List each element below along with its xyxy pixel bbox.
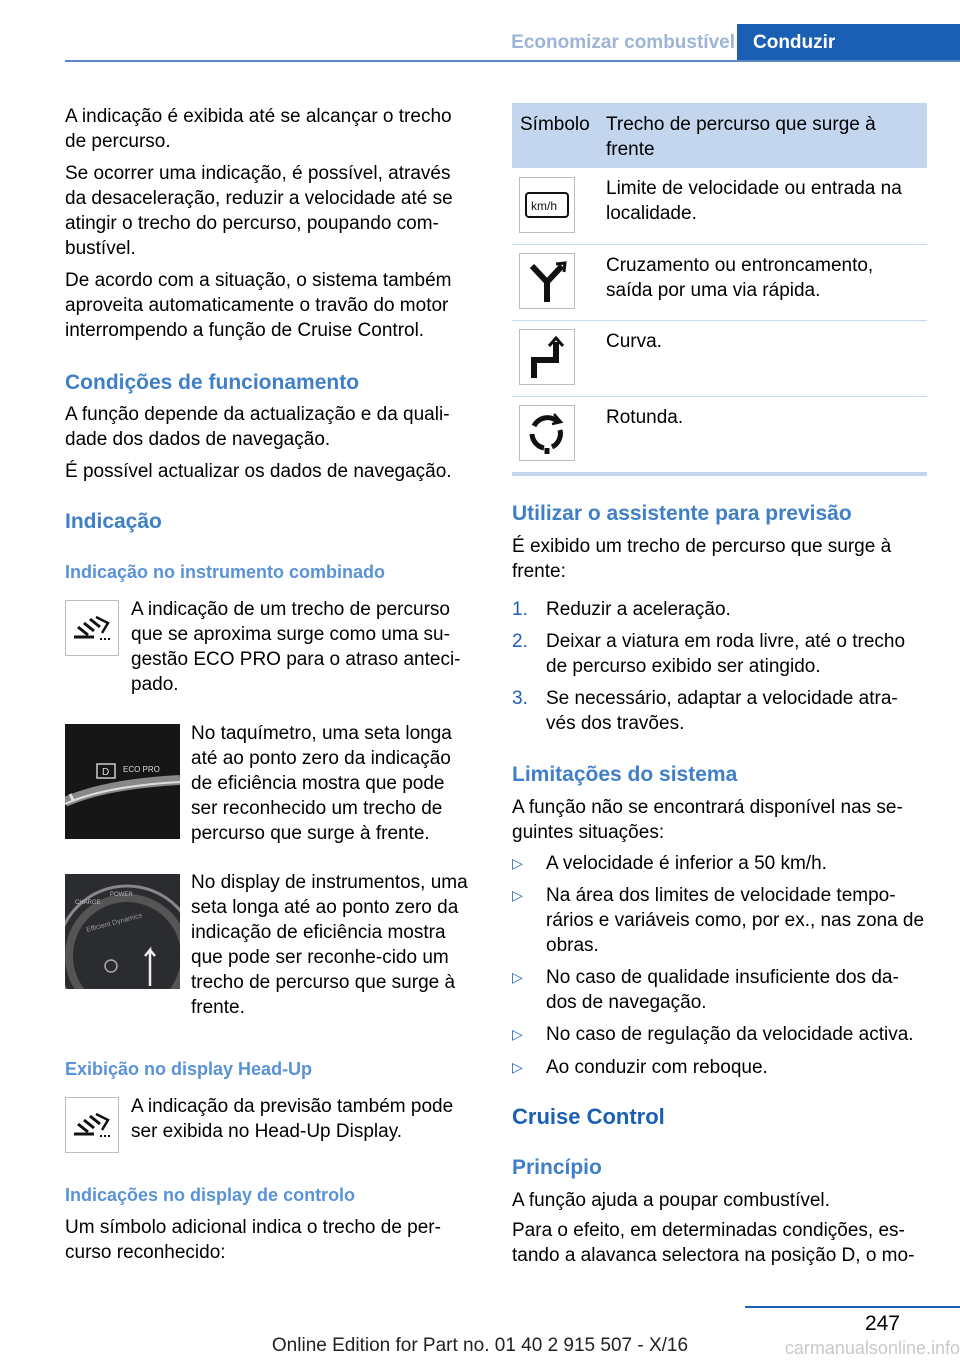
- bullet-text: Na área dos limites de velocidade tempo-rários e variáveis como, por ex., nas zona de obras.: [546, 885, 925, 956]
- bullet-marker: ▷: [512, 1026, 523, 1042]
- heading-conditions: Condições de funcionamento: [65, 371, 360, 394]
- paragraph: É possível actualizar os dados de navegação.: [65, 461, 452, 482]
- paragraph: É exibido um trecho de percurso que surge à frente:: [512, 536, 892, 582]
- heading-assistant: Utilizar o assistente para previsão: [512, 502, 852, 525]
- paragraph-instrument-display: No display de instrumentos, uma seta longa até ao ponto zero da indicação de eficiência mostra que pode ser reconhe-cido um trecho de percurso que surge à frente.: [191, 872, 468, 1018]
- paragraph-head-up: A indicação da previsão também pode ser exibida no Head-Up Display.: [131, 1096, 454, 1142]
- svg-text:ECO PRO: ECO PRO: [123, 765, 160, 774]
- instrument-display-photo: [65, 874, 180, 989]
- eco-pro-anticipation-icon: [65, 600, 119, 656]
- svg-text:D: D: [102, 767, 110, 778]
- paragraph: De acordo com a situação, o sistema também aproveita automaticamente o travão do motor interrompendo a função de Cruise Control.: [65, 270, 452, 341]
- bullet-marker: ▷: [512, 969, 523, 985]
- junction-icon: [519, 253, 575, 309]
- speed-limit-icon: [519, 177, 575, 233]
- page-number: 247: [864, 1312, 900, 1335]
- table-divider: [512, 320, 927, 321]
- paragraph: A função ajuda a poupar combustível.: [512, 1190, 830, 1211]
- paragraph: A função depende da actualização e da quali-dade dos dados de navegação.: [65, 404, 450, 450]
- table-divider: [512, 244, 927, 245]
- heading-principle: Princípio: [512, 1156, 602, 1179]
- heading-control-display: Indicações no display de controlo: [65, 1185, 356, 1205]
- eco-pro-anticipation-icon: [65, 1097, 119, 1153]
- step-number: 1.: [512, 599, 528, 620]
- bullet-marker: ▷: [512, 855, 523, 871]
- heading-cruise-control: Cruise Control: [512, 1104, 665, 1129]
- svg-text:Efficient Dynamics: Efficient Dynamics: [85, 912, 144, 934]
- heading-instrument-cluster: Indicação no instrumento combinado: [65, 562, 386, 582]
- paragraph: A indicação é exibida até se alcançar o trecho de percurso.: [65, 106, 452, 152]
- paragraph: Para o efeito, em determinadas condições, es-tando a alavanca selectora na posição D, o mo-: [512, 1220, 915, 1266]
- bullet-text: No caso de regulação da velocidade activa.: [546, 1024, 914, 1045]
- table-cell: Curva.: [606, 331, 662, 352]
- svg-text:km/h: km/h: [531, 199, 558, 213]
- paragraph-eco-pro: A indicação de um trecho de percurso que se aproxima surge como uma su-gestão ECO PRO para o atraso anteci-pado.: [131, 599, 461, 695]
- heading-limitations: Limitações do sistema: [512, 763, 738, 786]
- header-rule: [65, 60, 960, 62]
- paragraph-tachometer: No taquímetro, uma seta longa até ao ponto zero da indicação de eficiência mostra que pode ser reconhecido um trecho de percurso que surge à frente.: [191, 723, 452, 844]
- table-cell: Limite de velocidade ou entrada na localidade.: [606, 178, 902, 224]
- table-bottom-rule: [512, 472, 927, 476]
- svg-text:POWER: POWER: [110, 892, 133, 898]
- bullet-marker: ▷: [512, 1059, 523, 1075]
- table-header-symbol: Símbolo: [520, 114, 590, 135]
- paragraph: Um símbolo adicional indica o trecho de per-curso reconhecido:: [65, 1217, 441, 1263]
- heading-head-up: Exibição no display Head-Up: [65, 1059, 313, 1079]
- bullet-text: No caso de qualidade insuficiente dos da-dos de navegação.: [546, 967, 899, 1013]
- footer-edition: Online Edition for Part no. 01 40 2 915 507 - X/16: [271, 1335, 689, 1356]
- bullet-text: A velocidade é inferior a 50 km/h.: [546, 853, 827, 874]
- table-divider: [512, 396, 927, 397]
- curve-icon: [519, 329, 575, 385]
- step-text: Deixar a viatura em roda livre, até o trecho de percurso exibido ser atingido.: [546, 631, 906, 677]
- table-cell: Rotunda.: [606, 407, 684, 428]
- bullet-marker: ▷: [512, 887, 523, 903]
- tachometer-photo: [65, 724, 180, 839]
- footer-rule: [745, 1306, 960, 1308]
- paragraph: Se ocorrer uma indicação, é possível, através da desaceleração, reduzir a velocidade até se atingir o trecho do percurso, poupando com-bustível.: [65, 163, 453, 259]
- bullet-text: Ao conduzir com reboque.: [546, 1057, 768, 1078]
- header-section-title: Economizar combustível: [511, 32, 735, 53]
- table-header-section: Trecho de percurso que surge à frente: [606, 114, 876, 160]
- roundabout-icon: [519, 405, 575, 461]
- svg-text:CHARGE: CHARGE: [75, 900, 101, 906]
- paragraph: A função não se encontrará disponível nas se-guintes situações:: [512, 797, 903, 843]
- watermark: carmanualsonline.info: [784, 1338, 960, 1358]
- step-text: Se necessário, adaptar a velocidade atra-vés dos travões.: [546, 688, 898, 734]
- header-chapter-tab[interactable]: Conduzir: [737, 24, 960, 62]
- step-text: Reduzir a aceleração.: [546, 599, 731, 620]
- step-number: 3.: [512, 688, 528, 709]
- step-number: 2.: [512, 631, 528, 652]
- table-cell: Cruzamento ou entroncamento, saída por uma via rápida.: [606, 255, 874, 301]
- heading-indication: Indicação: [65, 510, 162, 533]
